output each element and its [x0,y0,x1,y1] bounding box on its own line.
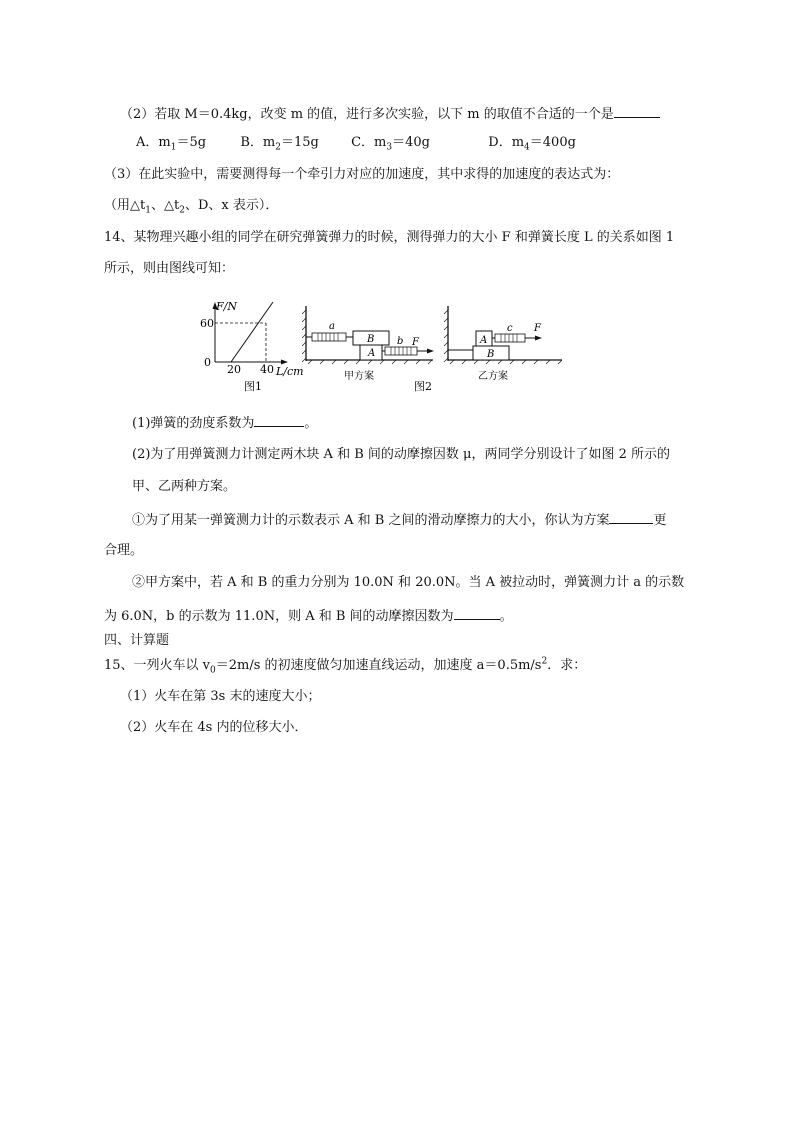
option-b: B．$m_2=15g$ [240,135,319,153]
y-axis-label: F/N [216,300,237,313]
scheme-jia-label: 甲方案 [344,371,374,382]
q13-part3-note: （用$\triangle t_1$、$\triangle t_2$、D、x 表示）． [104,198,279,216]
fig1-graph [200,300,304,393]
q15-part1: （1）火车在第 3s 末的速度大小； [120,689,321,704]
q15-intro: 15、一列火车以 $v_0=2m/s$ 的初速度做匀加速直线运动，加速度 $a=0.5m/s^2$．求： [104,656,587,676]
block-b-label-yi: B [487,349,495,360]
q14-sub2b-line1: ②甲方案中，若 A 和 B 的重力分别为 10.0N 和 20.0N。当 A 被拉动时，弹簧测力计 a 的示数 [132,575,685,590]
q15-part2: （2）火车在 4s 内的位移大小． [120,720,308,735]
spring-a-label: a [329,321,335,332]
q13-options [136,134,576,152]
x-tick-20: 20 [227,363,241,376]
q13-part3: （3）在此实验中，需要测得每一个牵引力对应的加速度，其中求得的加速度的表达式为： [104,167,620,182]
force-f-label-yi: F [534,323,541,334]
option-c: C．$m_3=40g$ [351,135,430,153]
answer-blank[interactable] [254,413,304,427]
scheme-jia-diagram [302,306,434,393]
fig1-caption: 图1 [244,380,262,393]
x-tick-40: 40 [260,363,274,376]
q14-sub2-line2: 甲、乙两种方案。 [132,479,237,494]
y-tick-60: 60 [200,317,214,330]
origin-label: 0 [204,356,211,369]
spring-b-label: b [397,336,404,347]
scheme-yi-label: 乙方案 [478,371,508,382]
section4-heading: 四、计算题 [104,633,170,648]
fig2-caption: 图2 [414,380,432,393]
x-axis-label: L/cm [276,365,304,378]
q14-intro-line1: 14、某物理兴趣小组的同学在研究弹簧弹力的时候，测得弹力的大小 F 和弹簧长度 L 的关系如图 1 [104,230,675,245]
block-a-label-yi: A [480,335,488,346]
q14-figure [198,298,564,398]
option-d: D．$m_4=400g$ [488,135,576,153]
q14-sub2-line1: (2)为了用弹簧测力计测定两木块 A 和 B 间的动摩擦因数 μ，两同学分别设计了如图 2 所示的 [132,447,671,462]
answer-blank[interactable] [454,606,500,620]
answer-blank[interactable] [614,104,660,118]
spring-c-label: c [507,323,513,334]
q14-sub2a-line2: 合理。 [104,543,144,558]
q14-sub2b-line2: 为 6.0N，b 的示数为 11.0N，则 A 和 B 间的动摩擦因数为 。 [104,606,513,626]
q13-part2: （2）若取 M＝0.4kg，改变 m 的值，进行多次实验，以下 m 的取值不合适的一个是 [120,104,660,124]
q14-sub1: (1)弹簧的劲度系数为 。 [132,413,317,433]
scheme-yi-diagram [444,306,562,382]
option-a: A．$m_1=5g$ [136,135,207,153]
block-a-label: A [368,348,376,359]
q14-intro-line2: 所示，则由图线可知： [104,261,235,276]
block-b-label: B [367,334,375,345]
answer-blank[interactable] [609,510,653,524]
force-f-label-jia: F [412,337,419,348]
q14-sub2a-line1: ①为了用某一弹簧测力计的示数表示 A 和 B 之间的滑动摩擦力的大小，你认为方案 更 [132,510,667,530]
